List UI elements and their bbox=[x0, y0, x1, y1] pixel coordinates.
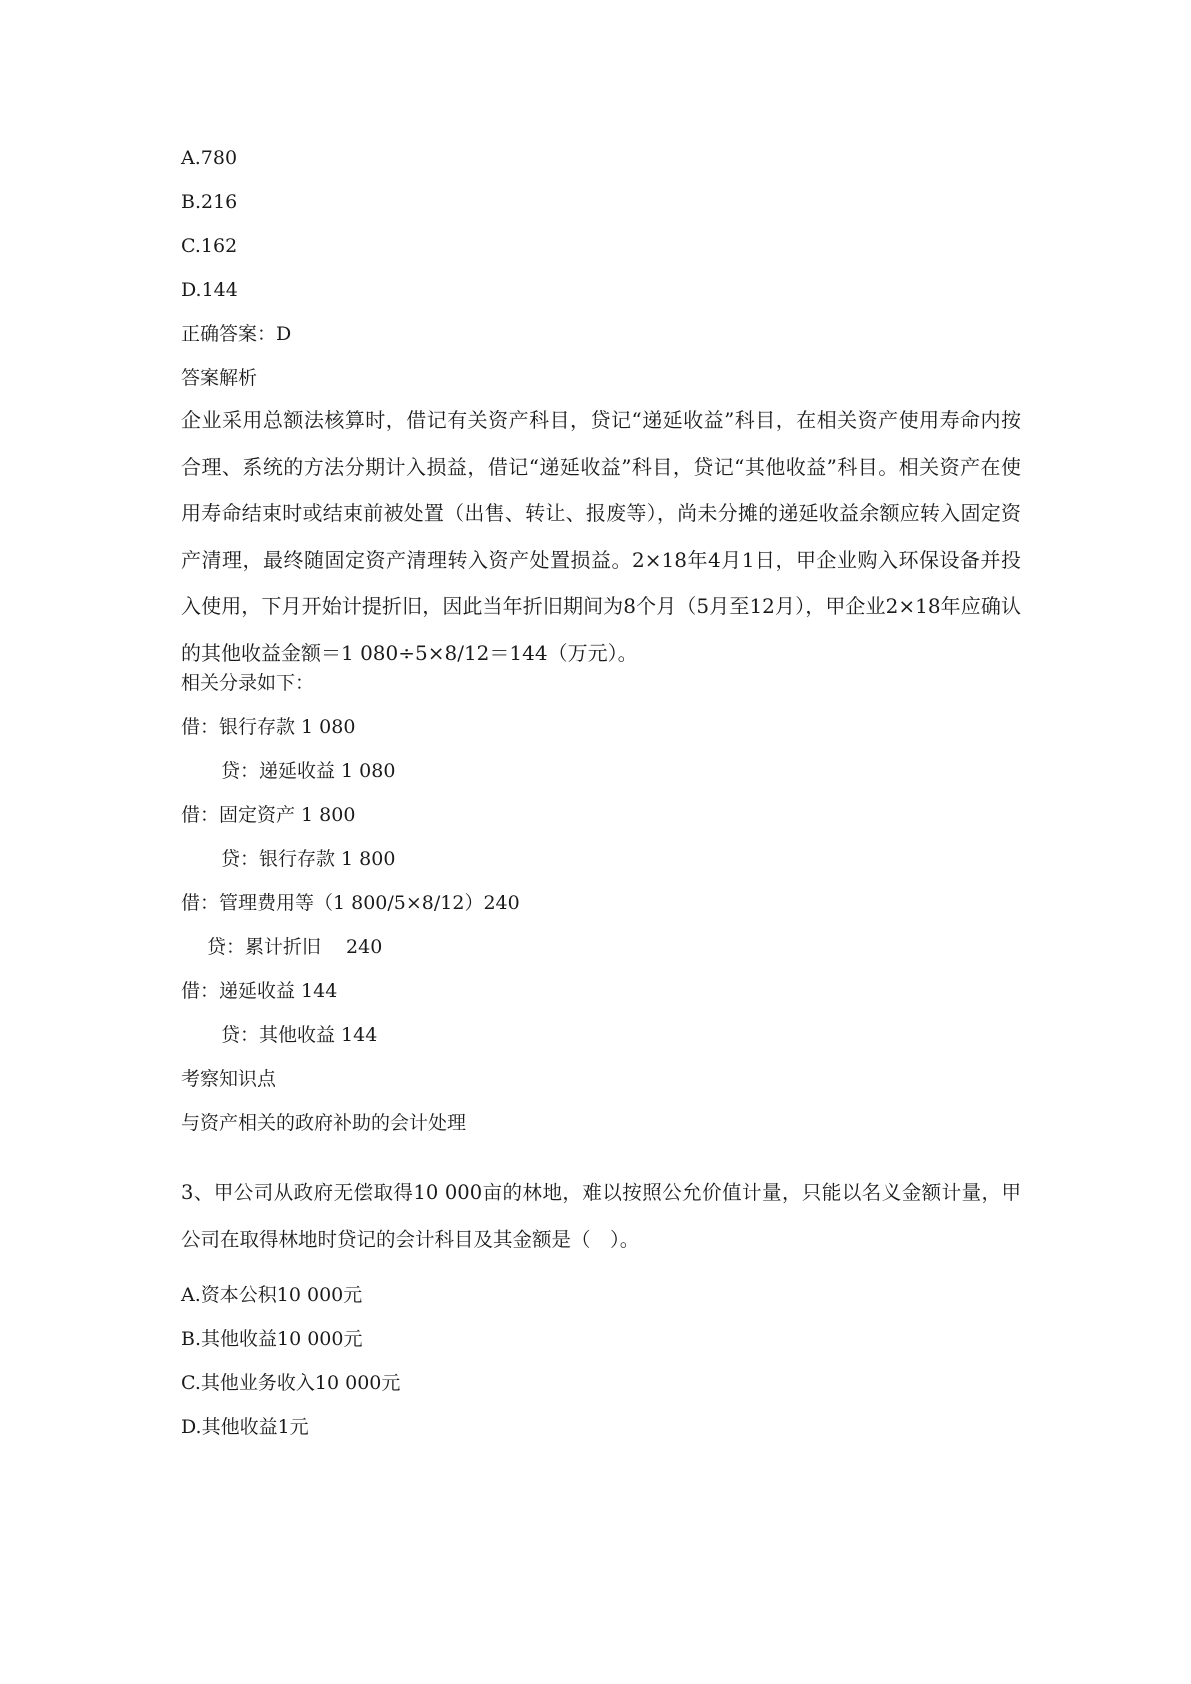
journal-entry-debit: 借：银行存款 1 080 bbox=[181, 716, 356, 738]
q2-option-d: D.144 bbox=[181, 279, 238, 301]
journal-entry-credit: 贷：递延收益 1 080 bbox=[221, 760, 396, 782]
q2-knowledge-text: 与资产相关的政府补助的会计处理 bbox=[181, 1112, 467, 1134]
journal-entry-debit: 借：固定资产 1 800 bbox=[181, 804, 356, 826]
q2-entries-title: 相关分录如下： bbox=[181, 672, 315, 694]
q3-stem: 3、甲公司从政府无偿取得10 000亩的林地，难以按照公允价值计量，只能以名义金额计量，甲公司在取得林地时贷记的会计科目及其金额是（ ）。 bbox=[181, 1181, 1021, 1251]
q2-analysis-text: 企业采用总额法核算时，借记有关资产科目，贷记“递延收益”科目，在相关资产使用寿命内按合理、系统的方法分期计入损益，借记“递延收益”科目，贷记“其他收益”科目。相关资产在使用寿命结束时或结束前被处置（出售、转让、报废等），尚未分摊的递延收益余额应转入固定资产清理，最终随固定资产清理转入资产处置损益。2×18年4月1日，甲企业购入环保设备并投入使用，下月开始计提折旧，因此当年折旧期间为8个月（5月至12月），甲企业2×18年应确认的其他收益金额＝1 080÷5×8/12＝144（万元）。 bbox=[181, 408, 1021, 665]
q3-option-d: D.其他收益1元 bbox=[181, 1416, 309, 1438]
q2-correct-answer: 正确答案：D bbox=[181, 323, 292, 345]
journal-entry-debit: 借：管理费用等（1 800/5×8/12）240 bbox=[181, 892, 520, 914]
journal-entry-credit: 贷：其他收益 144 bbox=[221, 1024, 378, 1046]
journal-entry-credit: 贷：累计折旧 240 bbox=[207, 936, 383, 958]
q2-knowledge-title: 考察知识点 bbox=[181, 1068, 277, 1090]
q3-option-b: B.其他收益10 000元 bbox=[181, 1328, 363, 1350]
q2-option-a: A.780 bbox=[181, 147, 238, 169]
journal-entry-debit: 借：递延收益 144 bbox=[181, 980, 338, 1002]
journal-entry-credit: 贷：银行存款 1 800 bbox=[221, 848, 396, 870]
q2-option-c: C.162 bbox=[181, 235, 238, 257]
q2-analysis-title: 答案解析 bbox=[181, 367, 258, 389]
q3-option-c: C.其他业务收入10 000元 bbox=[181, 1372, 401, 1394]
q2-option-b: B.216 bbox=[181, 191, 238, 213]
q3-option-a: A.资本公积10 000元 bbox=[181, 1284, 363, 1306]
